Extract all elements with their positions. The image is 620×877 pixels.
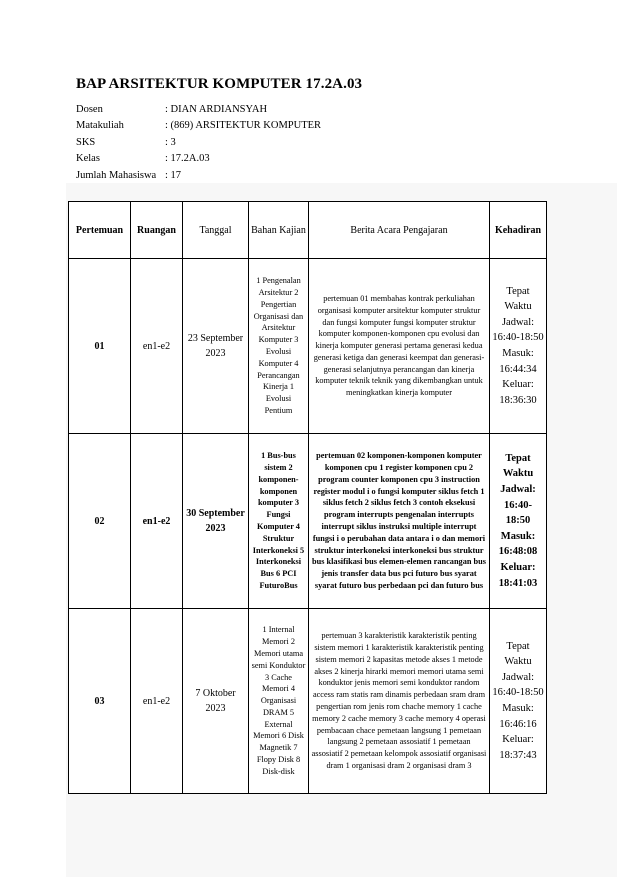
table-header-row: [69, 202, 547, 259]
pertemuan-cell: 03: [69, 609, 131, 794]
table-row: [69, 259, 547, 434]
info-value: : DIAN ARDIANSYAH: [165, 104, 268, 115]
col-header-bahan-kajian: Bahan Kajian: [249, 202, 309, 259]
berita-acara-cell: pertemuan 3 karakteristik karakteristik penting sistem memori 1 karakteristik karakteristik penting sistem memori 2 kapasitas metode akses 1 metode akses 2 kinerja hirarki memori memori utama semi konduktor jenis memori semi konduktor random access ram statis ram dinamis perbedaan sram dram pengertian rom jenis rom chache memory 1 cache memory 2 cache memory 3 cache memory 4 operasi pembacaan chace pemetaan langsung 1 pemetaan langsung 2 pemetaan assosiatif 1 pemetaan assosiatif 2 pemetaan kelompok assosiatif organisasi dram 1 organisasi dram 2 organisasi dram 3: [309, 609, 490, 794]
berita-acara-cell: pertemuan 02 komponen-komponen komputer komponen cpu 1 register komponen cpu 2 program counter komponen cpu 3 instruction register modul i o fungsi komputer siklus fetch 1 siklus fetch 2 siklus fetch 3 contoh eksekusi program interrupts pengenalan interrupts interrupt siklus instruksi multiple interrupt fungsi i o perubahan data antara i o dan memori struktur interkoneksi interkoneksi bus struktur bus klasifikasi bus elemen-elemen rancangan bus jenis transfer data bus pci futuro bus syarat syarat futuro bus perbedaan pci dan futuro bus: [309, 434, 490, 609]
info-value: : 3: [165, 136, 176, 148]
col-header-pertemuan: Pertemuan: [69, 202, 131, 259]
info-label: Matakuliah: [76, 120, 124, 132]
ruangan-cell: en1-e2: [131, 259, 183, 434]
col-header-ruangan: Ruangan: [131, 202, 183, 259]
info-value: : (869) ARSITEKTUR KOMPUTER: [165, 120, 322, 132]
berita-acara-cell: pertemuan 01 membahas kontrak perkuliahan organisasi komputer arsitektur komputer struktur dan fungsi komputer fungsi komputer struktur komputer komponen-komponen cpu evolusi dan kinerja komputer generasi pertama generasi kedua generasi ketiga dan generasi keempat dan generasi-generasi selanjutnya perancangan dan kinerja komputer teknik teknik yang dikembangkan untuk meningkatkan kinerja komputer: [309, 259, 490, 434]
table-row: [69, 434, 547, 609]
info-label: Kelas: [76, 153, 100, 165]
document-title: BAP ARSITEKTUR KOMPUTER 17.2A.03: [76, 76, 363, 92]
pertemuan-cell: 02: [69, 434, 131, 609]
info-row-dosen: [76, 102, 321, 118]
course-info: [76, 102, 321, 184]
ruangan-cell: en1-e2: [131, 434, 183, 609]
kehadiran-cell: Tepat Waktu Jadwal: 16:40-18:50 Masuk: 16:44:34 Keluar: 18:36:30: [490, 259, 547, 434]
kehadiran-cell: Tepat Waktu Jadwal: 16:40-18:50 Masuk: 16:46:16 Keluar: 18:37:43: [490, 609, 547, 794]
info-label: SKS: [76, 136, 96, 148]
bahan-kajian-cell: 1 Pengenalan Arsitektur 2 Pengertian Organisasi dan Arsitektur Komputer 3 Evolusi Komputer 4 Perancangan Kinerja 1 Evolusi Pentium: [249, 259, 309, 434]
bahan-kajian-cell: 1 Bus-bus sistem 2 komponen-komponen komputer 3 Fungsi Komputer 4 Struktur Interkoneksi 5 Interkoneksi Bus 6 PCI FuturoBus: [249, 434, 309, 609]
tanggal-cell: 30 September 2023: [183, 434, 249, 609]
info-value: : 17.2A.03: [165, 153, 210, 165]
bap-table: [68, 201, 547, 794]
tanggal-cell: 23 September 2023: [183, 259, 249, 434]
info-value: : 17: [165, 169, 182, 181]
info-row-sks: [76, 135, 321, 151]
tanggal-cell: 7 Oktober 2023: [183, 609, 249, 794]
info-label: Jumlah Mahasiswa: [76, 169, 157, 181]
kehadiran-cell: Tepat Waktu Jadwal: 16:40-18:50 Masuk: 16:48:08 Keluar: 18:41:03: [490, 434, 547, 609]
table-row: [69, 609, 547, 794]
info-row-matakuliah: [76, 118, 321, 134]
info-row-jumlah-mahasiswa: [76, 168, 321, 184]
info-label: Dosen: [76, 104, 103, 115]
col-header-tanggal: Tanggal: [183, 202, 249, 259]
ruangan-cell: en1-e2: [131, 609, 183, 794]
bahan-kajian-cell: 1 Internal Memori 2 Memori utama semi Konduktor 3 Cache Memori 4 Organisasi DRAM 5 External Memori 6 Disk Magnetik 7 Flopy Disk 8 Disk-disk: [249, 609, 309, 794]
pertemuan-cell: 01: [69, 259, 131, 434]
col-header-berita-acara: Berita Acara Pengajaran: [309, 202, 490, 259]
col-header-kehadiran: Kehadiran: [490, 202, 547, 259]
info-row-kelas: [76, 151, 321, 167]
